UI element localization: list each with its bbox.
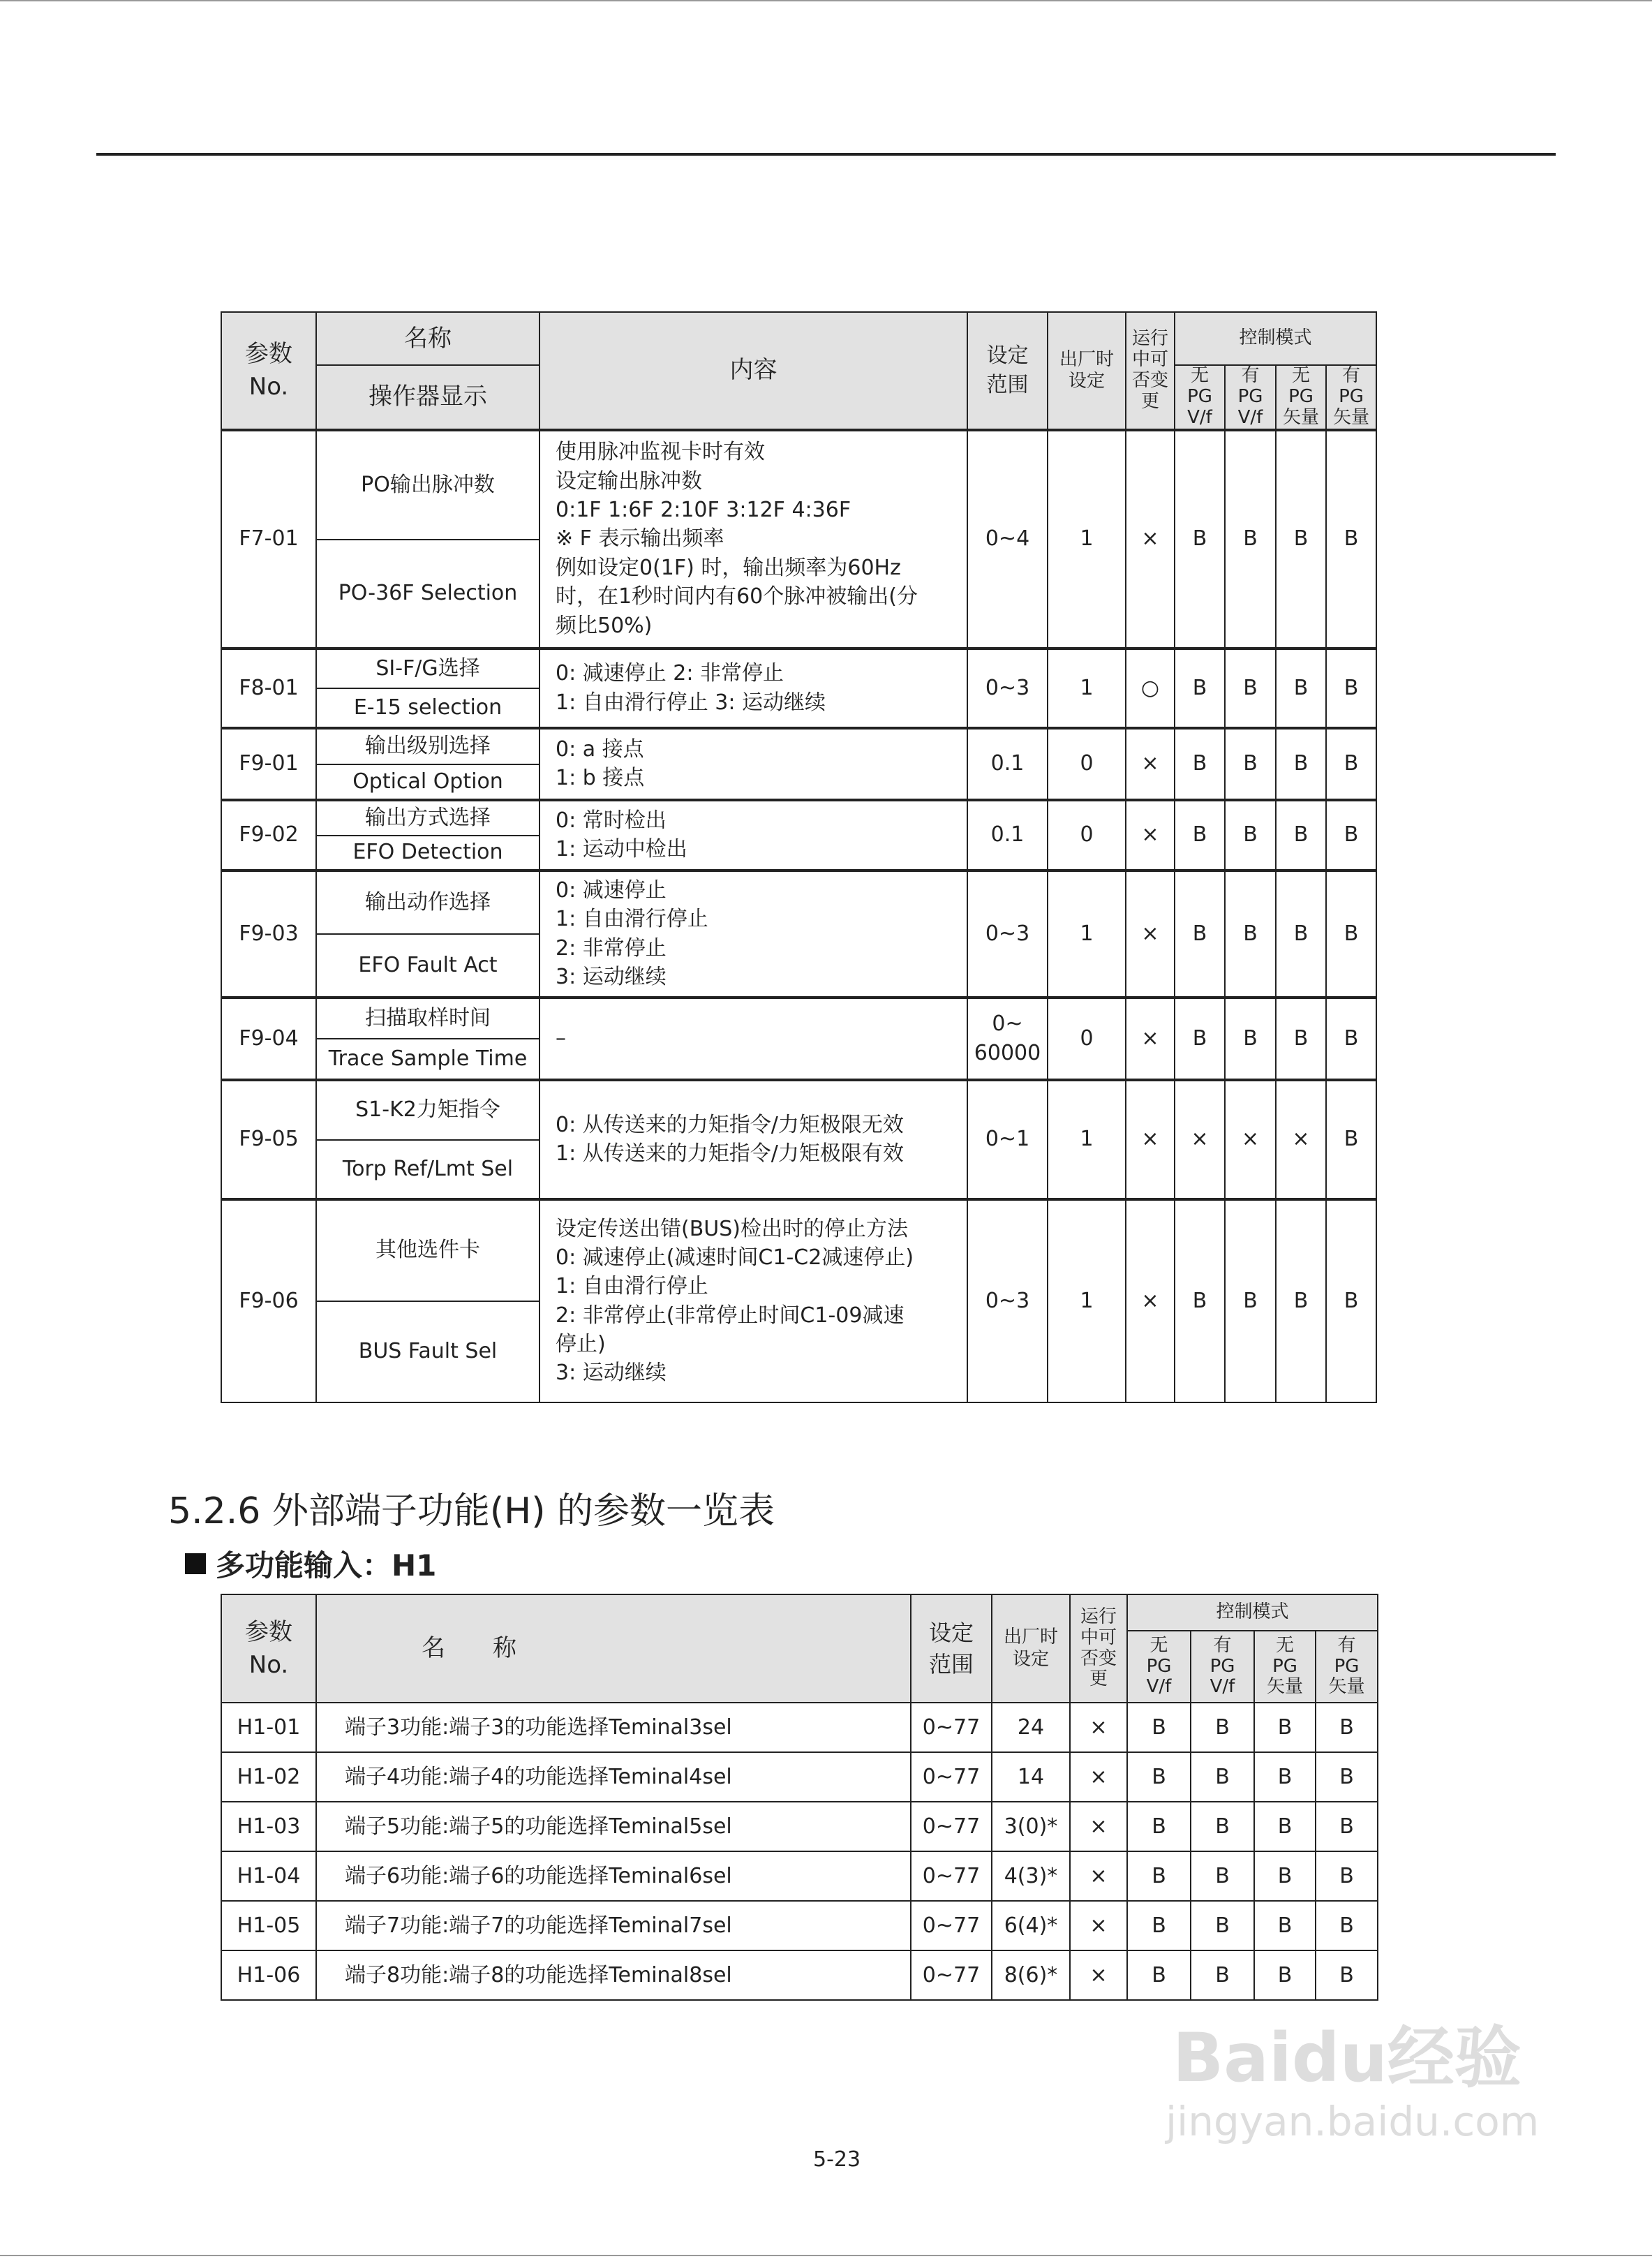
param-mode-1: B	[1225, 649, 1276, 728]
header-control-mode: 控制模式	[1127, 1594, 1378, 1631]
table-row	[221, 1950, 1378, 2000]
header-mode-0: 无 PG V/f	[1175, 365, 1225, 430]
param-runtime-change: ×	[1126, 871, 1175, 998]
param-name: 端子8功能:端子8的功能选择Teminal8sel	[316, 1950, 911, 2000]
param-name: 端子3功能:端子3的功能选择Teminal3sel	[316, 1703, 911, 1752]
param-mode-1: B	[1191, 1901, 1254, 1950]
param-runtime-change: ×	[1070, 1752, 1127, 1802]
param-mode-3: B	[1316, 1901, 1378, 1950]
parameter-table-f	[221, 311, 1377, 1403]
section-title: 5.2.6 外部端子功能(H) 的参数一览表	[168, 1490, 775, 1532]
param-mode-0: B	[1127, 1901, 1191, 1950]
param-name: 端子6功能:端子6的功能选择Teminal6sel	[316, 1851, 911, 1901]
header-default: 出厂时 设定	[992, 1594, 1070, 1703]
header-display: 操作器显示	[316, 365, 539, 430]
param-mode-3: B	[1326, 1199, 1376, 1402]
param-runtime-change: ×	[1126, 1080, 1175, 1199]
param-mode-2: B	[1276, 430, 1326, 649]
header-range: 设定 范围	[911, 1594, 992, 1703]
param-no: F9-02	[221, 800, 316, 871]
param-mode-0: B	[1175, 430, 1225, 649]
param-name: SI-F/G选择	[316, 649, 539, 688]
param-mode-0: B	[1127, 1802, 1191, 1851]
param-name: 扫描取样时间	[316, 998, 539, 1039]
param-runtime-change: ×	[1126, 800, 1175, 871]
param-name: 输出方式选择	[316, 800, 539, 836]
param-no: F9-05	[221, 1080, 316, 1199]
param-content: 0: 常时检出 1: 运动中检出	[539, 800, 967, 871]
param-default: 6(4)*	[992, 1901, 1070, 1950]
param-runtime-change: ×	[1070, 1901, 1127, 1950]
param-runtime-change: ×	[1070, 1703, 1127, 1752]
param-mode-1: B	[1225, 430, 1276, 649]
param-no: F7-01	[221, 430, 316, 649]
param-no: H1-02	[221, 1752, 316, 1802]
param-no: F8-01	[221, 649, 316, 728]
header-mode-1: 有 PG V/f	[1191, 1631, 1254, 1703]
param-mode-0: B	[1175, 871, 1225, 998]
param-range: 0~77	[911, 1703, 992, 1752]
param-default: 4(3)*	[992, 1851, 1070, 1901]
header-rule	[96, 153, 1556, 156]
param-name: 端子4功能:端子4的功能选择Teminal4sel	[316, 1752, 911, 1802]
param-range: 0~77	[911, 1851, 992, 1901]
param-mode-3: B	[1316, 1950, 1378, 2000]
param-default: 3(0)*	[992, 1802, 1070, 1851]
param-default: 1	[1048, 649, 1126, 728]
param-name: 端子5功能:端子5的功能选择Teminal5sel	[316, 1802, 911, 1851]
param-display: E-15 selection	[316, 688, 539, 728]
param-no: F9-03	[221, 871, 316, 998]
param-default: 1	[1048, 1199, 1126, 1402]
table-row	[221, 998, 1376, 1039]
param-mode-3: B	[1326, 649, 1376, 728]
table-row	[221, 649, 1376, 688]
param-runtime-change: ×	[1126, 1199, 1175, 1402]
param-mode-0: B	[1127, 1703, 1191, 1752]
header-param-no: 参数 No.	[221, 312, 316, 430]
param-mode-3: B	[1326, 998, 1376, 1080]
table-row	[221, 800, 1376, 836]
table-row	[221, 1080, 1376, 1140]
header-mode-0: 无 PG V/f	[1127, 1631, 1191, 1703]
param-default: 1	[1048, 430, 1126, 649]
param-mode-2: B	[1276, 728, 1326, 800]
param-range: 0~3	[967, 1199, 1048, 1402]
param-mode-2: B	[1276, 998, 1326, 1080]
param-mode-0: B	[1175, 728, 1225, 800]
param-content: 0: 减速停止 1: 自由滑行停止 2: 非常停止 3: 运动继续	[539, 871, 967, 998]
param-mode-1: ×	[1225, 1080, 1276, 1199]
header-mode-3: 有 PG 矢量	[1316, 1631, 1378, 1703]
param-mode-2: B	[1254, 1851, 1316, 1901]
param-mode-3: B	[1316, 1802, 1378, 1851]
param-display: Trace Sample Time	[316, 1039, 539, 1080]
table-row	[221, 1802, 1378, 1851]
param-mode-3: B	[1326, 871, 1376, 998]
param-content: –	[539, 998, 967, 1080]
param-mode-1: B	[1225, 800, 1276, 871]
param-mode-0: B	[1127, 1950, 1191, 2000]
param-content: 0: 从传送来的力矩指令/力矩极限无效 1: 从传送来的力矩指令/力矩极限有效	[539, 1080, 967, 1199]
header-default: 出厂时 设定	[1048, 312, 1126, 430]
param-name: 端子7功能:端子7的功能选择Teminal7sel	[316, 1901, 911, 1950]
param-name: 其他选件卡	[316, 1199, 539, 1301]
param-content: 0: a 接点 1: b 接点	[539, 728, 967, 800]
param-mode-2: B	[1254, 1752, 1316, 1802]
param-default: 0	[1048, 728, 1126, 800]
param-range: 0.1	[967, 800, 1048, 871]
header-name: 名 称	[316, 1594, 911, 1703]
param-display: Torp Ref/Lmt Sel	[316, 1140, 539, 1199]
param-default: 0	[1048, 800, 1126, 871]
param-no: F9-01	[221, 728, 316, 800]
page-edge-bottom	[0, 2255, 1652, 2256]
param-no: H1-05	[221, 1901, 316, 1950]
param-name: 输出级别选择	[316, 728, 539, 764]
param-mode-0: B	[1175, 649, 1225, 728]
header-range: 设定 范围	[967, 312, 1048, 430]
param-mode-1: B	[1191, 1802, 1254, 1851]
header-mode-1: 有 PG V/f	[1225, 365, 1276, 430]
param-content: 使用脉冲监视卡时有效 设定输出脉冲数 0:1F 1:6F 2:10F 3:12F 4:36F ※ F 表示输出频率 例如设定0(1F) 时，输出频率为60Hz 时，在1秒时间内有60个脉冲被输出(分 频比50%)	[539, 430, 967, 649]
param-display: EFO Detection	[316, 836, 539, 871]
param-mode-3: B	[1326, 728, 1376, 800]
param-mode-2: B	[1276, 871, 1326, 998]
param-mode-3: B	[1316, 1851, 1378, 1901]
param-default: 14	[992, 1752, 1070, 1802]
param-mode-0: B	[1175, 800, 1225, 871]
param-range: 0.1	[967, 728, 1048, 800]
page-number: 5-23	[813, 2147, 861, 2172]
param-mode-1: B	[1191, 1851, 1254, 1901]
param-runtime-change: ×	[1070, 1851, 1127, 1901]
subsection-title-text: 多功能输入：H1	[216, 1548, 437, 1583]
param-mode-1: B	[1225, 998, 1276, 1080]
param-mode-3: B	[1326, 800, 1376, 871]
param-mode-2: B	[1254, 1901, 1316, 1950]
header-runtime-change: 运行 中可 否变 更	[1070, 1594, 1127, 1703]
param-no: F9-04	[221, 998, 316, 1080]
param-no: H1-06	[221, 1950, 316, 2000]
param-runtime-change: ×	[1126, 998, 1175, 1080]
param-mode-1: B	[1225, 1199, 1276, 1402]
param-display: Optical Option	[316, 764, 539, 800]
param-mode-1: B	[1225, 728, 1276, 800]
param-default: 24	[992, 1703, 1070, 1752]
param-range: 0~77	[911, 1802, 992, 1851]
param-default: 8(6)*	[992, 1950, 1070, 2000]
param-content: 0: 减速停止 2: 非常停止 1: 自由滑行停止 3: 运动继续	[539, 649, 967, 728]
param-runtime-change: ×	[1126, 430, 1175, 649]
param-mode-2: B	[1276, 649, 1326, 728]
param-mode-1: B	[1191, 1703, 1254, 1752]
subsection-title	[185, 1543, 436, 1585]
param-display: BUS Fault Sel	[316, 1301, 539, 1402]
param-mode-1: B	[1191, 1752, 1254, 1802]
table-row	[221, 430, 1376, 540]
header-content: 内容	[539, 312, 967, 430]
param-mode-2: B	[1254, 1950, 1316, 2000]
param-runtime-change: ×	[1070, 1802, 1127, 1851]
page-edge-top	[0, 0, 1652, 1]
param-mode-2: ×	[1276, 1080, 1326, 1199]
param-range: 0~77	[911, 1901, 992, 1950]
param-default: 1	[1048, 871, 1126, 998]
param-mode-3: B	[1326, 1080, 1376, 1199]
param-mode-0: B	[1127, 1851, 1191, 1901]
param-default: 1	[1048, 1080, 1126, 1199]
param-name: 输出动作选择	[316, 871, 539, 934]
watermark-logo: Baidu经验 jingyan.baidu.com	[1166, 2019, 1540, 2145]
param-range: 0~3	[967, 649, 1048, 728]
param-content: 设定传送出错(BUS)检出时的停止方法 0: 减速停止(减速时间C1-C2减速停止) 1: 自由滑行停止 2: 非常停止(非常停止时间C1-09减速 停止) 3: 运动继续	[539, 1199, 967, 1402]
param-mode-3: B	[1316, 1703, 1378, 1752]
table-row	[221, 1199, 1376, 1301]
table-row	[221, 1752, 1378, 1802]
param-name: PO输出脉冲数	[316, 430, 539, 540]
param-range: 0~3	[967, 871, 1048, 998]
table-row	[221, 1703, 1378, 1752]
table-row	[221, 728, 1376, 764]
param-mode-3: B	[1316, 1752, 1378, 1802]
param-mode-2: B	[1254, 1703, 1316, 1752]
table-row	[221, 1851, 1378, 1901]
param-display: EFO Fault Act	[316, 934, 539, 998]
param-range: 0~77	[911, 1950, 992, 2000]
param-mode-0: B	[1175, 1199, 1225, 1402]
param-mode-0: ×	[1175, 1080, 1225, 1199]
black-square-icon	[185, 1553, 206, 1574]
header-name: 名称	[316, 312, 539, 365]
param-no: F9-06	[221, 1199, 316, 1402]
header-mode-2: 无 PG 矢量	[1254, 1631, 1316, 1703]
param-mode-2: B	[1254, 1802, 1316, 1851]
param-mode-0: B	[1175, 998, 1225, 1080]
param-runtime-change: ×	[1126, 728, 1175, 800]
header-runtime-change: 运行 中可 否变 更	[1126, 312, 1175, 430]
param-no: H1-01	[221, 1703, 316, 1752]
table-row	[221, 871, 1376, 934]
param-mode-2: B	[1276, 1199, 1326, 1402]
param-mode-2: B	[1276, 800, 1326, 871]
param-mode-3: B	[1326, 430, 1376, 649]
param-range: 0~77	[911, 1752, 992, 1802]
table-row	[221, 1901, 1378, 1950]
param-name: S1-K2力矩指令	[316, 1080, 539, 1140]
header-param-no: 参数 No.	[221, 1594, 316, 1703]
param-mode-1: B	[1225, 871, 1276, 998]
param-runtime-change: ○	[1126, 649, 1175, 728]
header-mode-2: 无 PG 矢量	[1276, 365, 1326, 430]
parameter-table-h1	[221, 1594, 1378, 2001]
param-range: 0~1	[967, 1080, 1048, 1199]
param-range: 0~4	[967, 430, 1048, 649]
param-mode-0: B	[1127, 1752, 1191, 1802]
param-no: H1-04	[221, 1851, 316, 1901]
header-mode-3: 有 PG 矢量	[1326, 365, 1376, 430]
param-mode-1: B	[1191, 1950, 1254, 2000]
param-range: 0~ 60000	[967, 998, 1048, 1080]
param-default: 0	[1048, 998, 1126, 1080]
param-no: H1-03	[221, 1802, 316, 1851]
param-display: PO-36F Selection	[316, 540, 539, 649]
header-control-mode: 控制模式	[1175, 312, 1376, 365]
param-runtime-change: ×	[1070, 1950, 1127, 2000]
